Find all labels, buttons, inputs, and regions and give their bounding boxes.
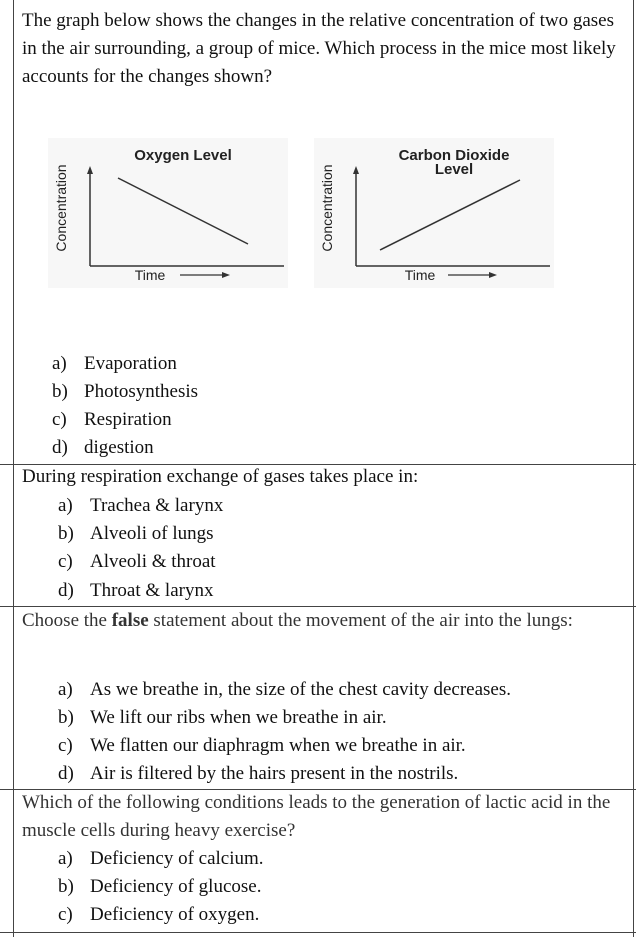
q3-option-d[interactable] (58, 760, 458, 788)
co2-graph-title-line1: Carbon Dioxide (398, 147, 510, 164)
q1-option-b[interactable] (52, 378, 198, 406)
q3-option-b[interactable] (58, 704, 387, 732)
question-1-stem: The graph below shows the changes in the relative concentration of two gases in the air surrounding, a group of mice. Which process in the mice most likely accounts for the changes shown? (22, 10, 616, 87)
option-letter: d) (52, 437, 68, 458)
option-letter: a) (52, 353, 67, 374)
option-letter: d) (58, 580, 74, 601)
option-text: Alveoli of lungs (90, 523, 214, 544)
option-letter: b) (52, 381, 68, 402)
co2-graph-xlabel: Time (404, 267, 436, 283)
co2-graph-title-line2: Level (434, 161, 474, 178)
option-text: Air is filtered by the hairs present in the nostrils. (90, 763, 459, 784)
question-4-stem: Which of the following conditions leads to the generation of lactic acid in the muscle cells during heavy exercise? (22, 792, 611, 841)
option-letter: c) (58, 735, 73, 756)
option-text: Photosynthesis (84, 381, 199, 402)
option-text: We lift our ribs when we breathe in air. (90, 707, 387, 728)
q1-option-c[interactable] (52, 406, 172, 434)
oxygen-level-graph (48, 138, 288, 288)
q1-option-a[interactable] (52, 350, 177, 378)
q2-option-c[interactable] (58, 548, 216, 576)
q3-stem-post: statement about the movement of the air into the lungs: (148, 610, 573, 631)
option-text: We flatten our diaphragm when we breathe in air. (90, 735, 466, 756)
option-text: Alveoli & throat (90, 551, 216, 572)
table-right-border (633, 0, 634, 937)
q2-option-a[interactable] (58, 492, 223, 520)
option-letter: a) (58, 848, 73, 869)
q2-option-b[interactable] (58, 520, 214, 548)
option-text: Deficiency of glucose. (90, 876, 262, 897)
option-letter: c) (58, 551, 73, 572)
oxygen-graph-ylabel: Concentration (53, 164, 69, 252)
q1-option-d[interactable] (52, 434, 154, 462)
option-letter: c) (52, 409, 67, 430)
option-letter: b) (58, 707, 74, 728)
question-2-stem: During respiration exchange of gases takes place in: (22, 466, 419, 487)
option-letter: c) (58, 904, 73, 925)
carbon-dioxide-level-graph (314, 138, 554, 288)
table-left-border (13, 0, 14, 937)
oxygen-graph-xlabel: Time (134, 267, 166, 283)
q3-option-a[interactable] (58, 676, 511, 704)
q4-option-c[interactable] (58, 901, 259, 929)
q4-option-a[interactable] (58, 845, 264, 873)
option-text: Trachea & larynx (90, 495, 224, 516)
option-letter: b) (58, 876, 74, 897)
q3-stem-bold: false (111, 610, 149, 631)
q3-option-c[interactable] (58, 732, 466, 760)
option-text: Deficiency of calcium. (90, 848, 264, 869)
option-text: As we breathe in, the size of the chest cavity decreases. (90, 679, 511, 700)
q2-option-d[interactable] (58, 577, 213, 605)
option-letter: b) (58, 523, 74, 544)
q3-stem-pre: Choose the (22, 610, 112, 631)
table-bottom-border (0, 932, 636, 933)
oxygen-graph-title: Oxygen Level (134, 147, 232, 164)
option-text: Evaporation (84, 353, 177, 374)
option-text: digestion (84, 437, 154, 458)
question-3-stem (22, 607, 622, 635)
option-text: Respiration (84, 409, 172, 430)
co2-graph-ylabel: Concentration (319, 164, 335, 252)
option-text: Throat & larynx (90, 580, 214, 601)
option-letter: d) (58, 763, 74, 784)
option-text: Deficiency of oxygen. (90, 904, 260, 925)
option-letter: a) (58, 495, 73, 516)
option-letter: a) (58, 679, 73, 700)
q4-option-b[interactable] (58, 873, 261, 901)
